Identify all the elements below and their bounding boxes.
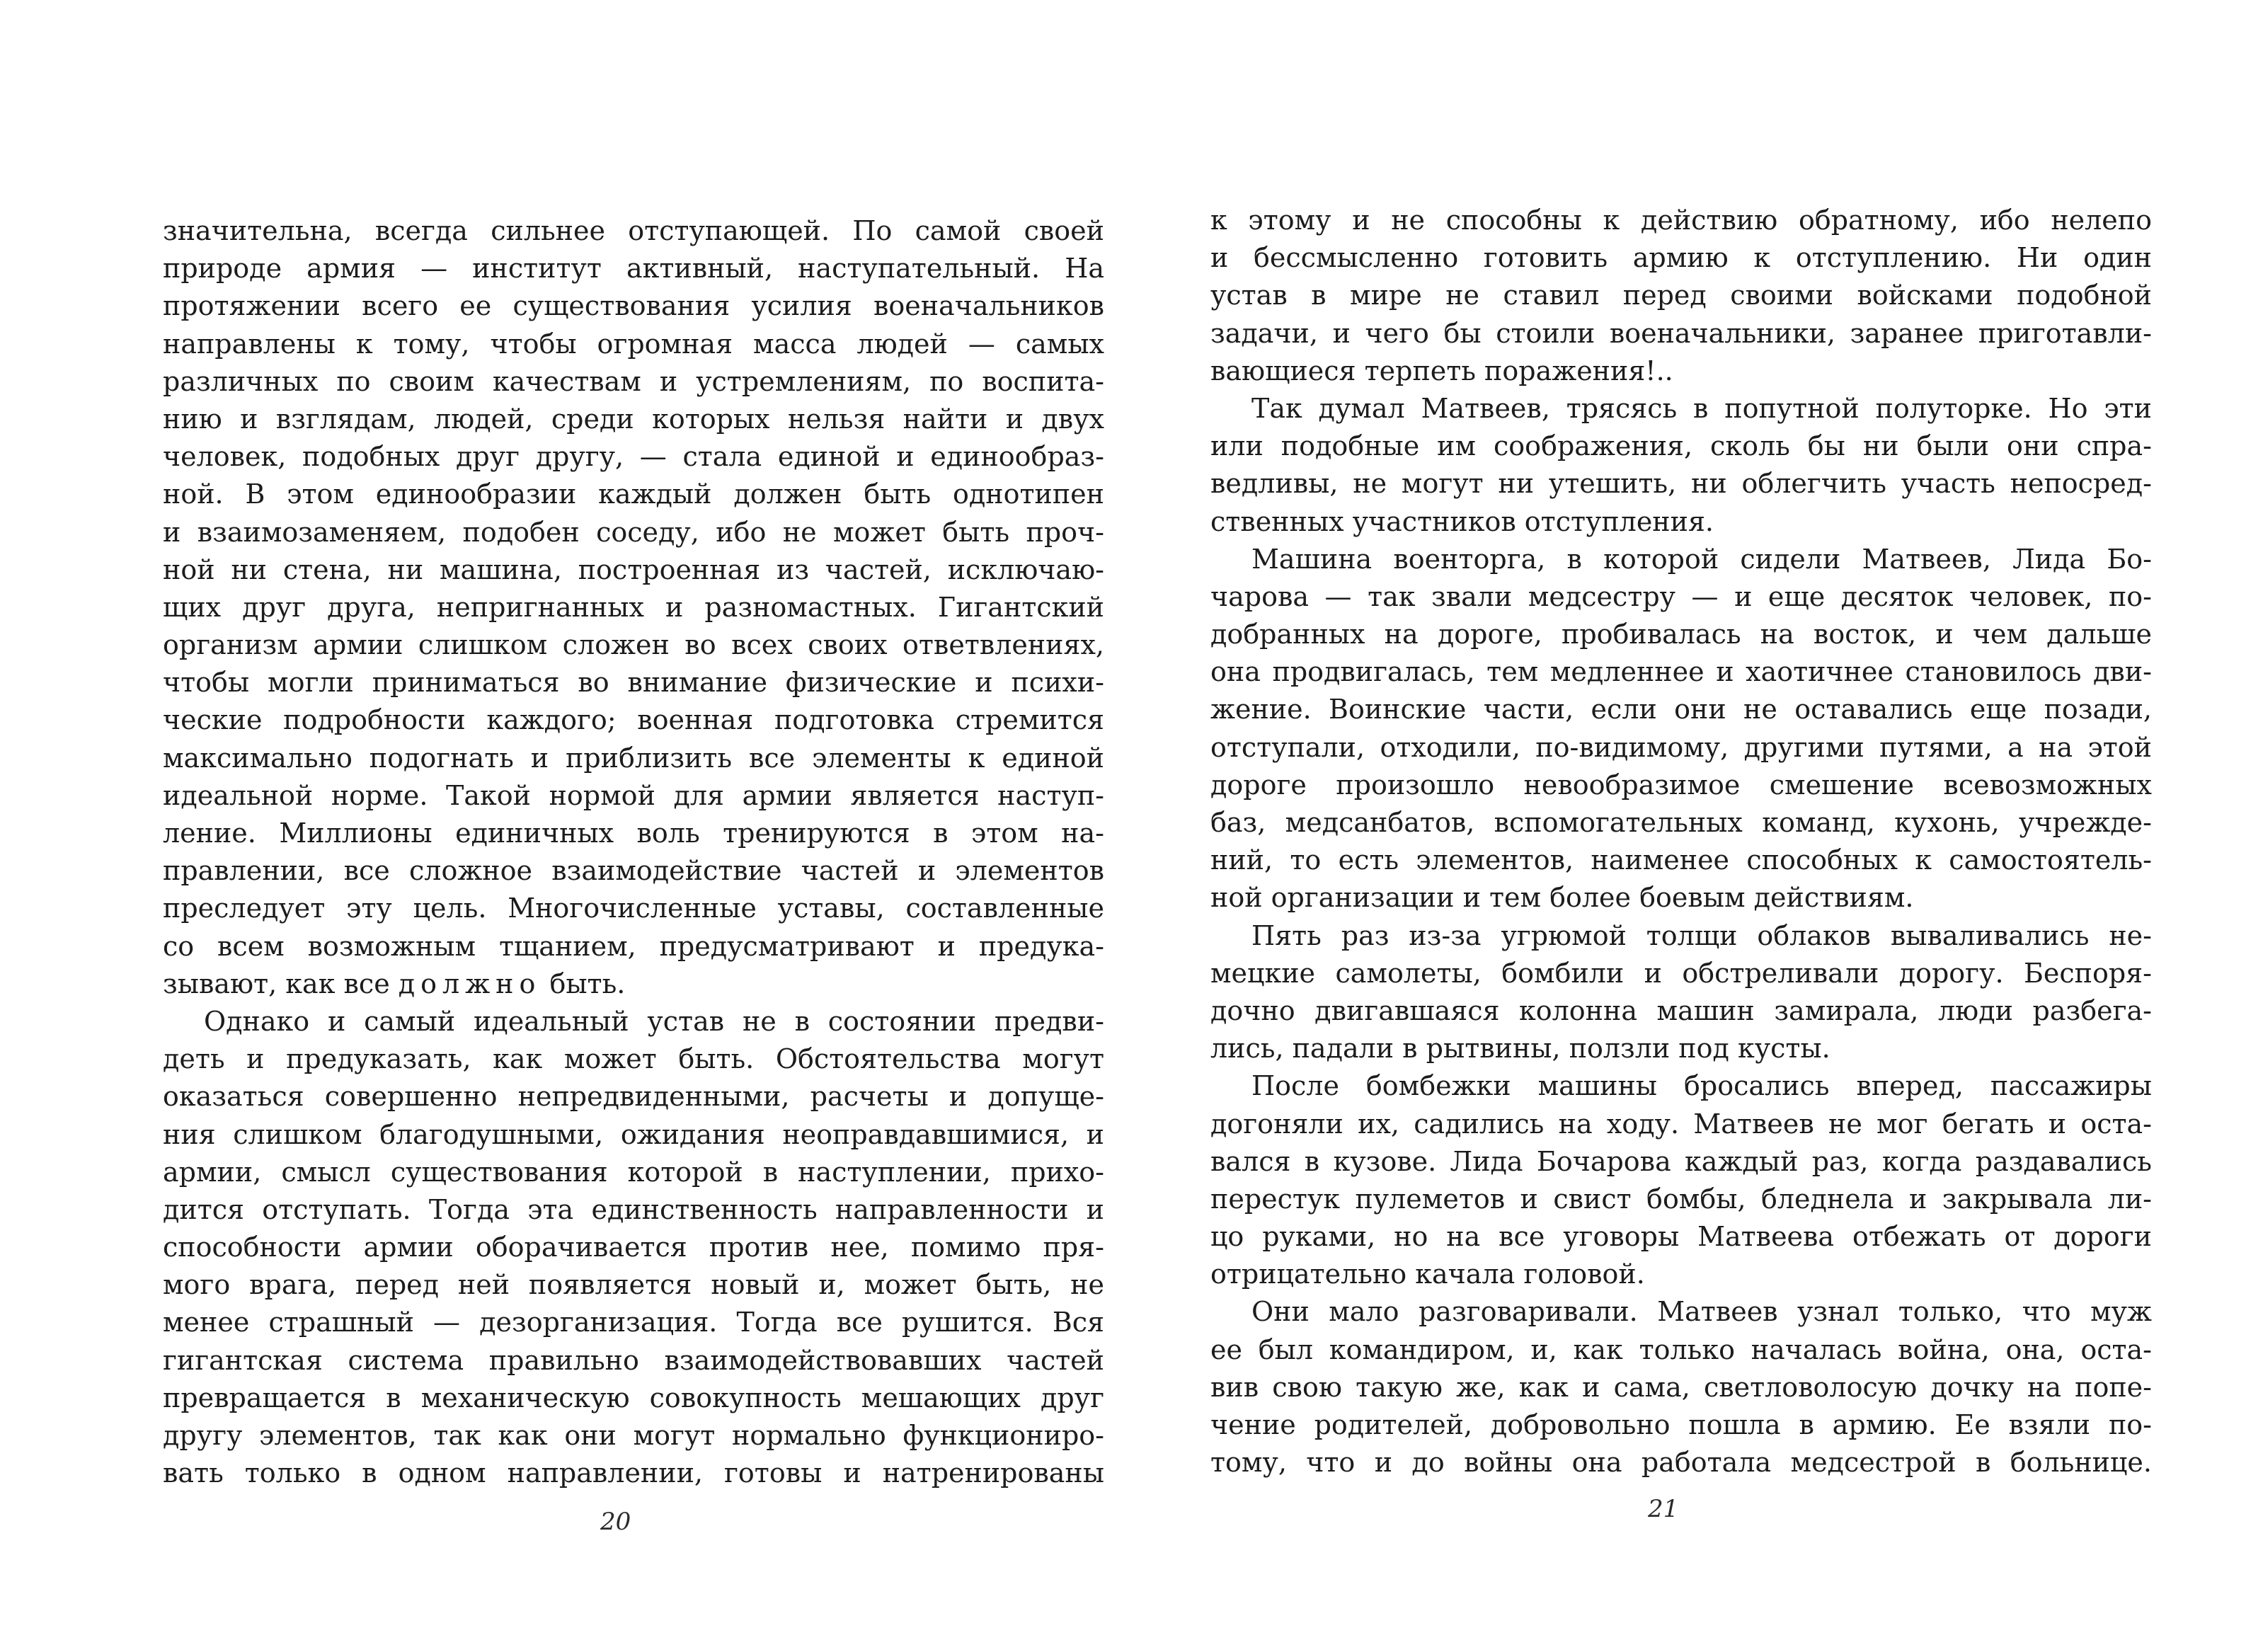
text-line: она продвигалась, тем медленнее и хаотичнее становилось дви- [1210, 656, 2152, 688]
paragraph-end-line: ной организации и тем более боевым действиям. [1210, 882, 1914, 914]
text-line: направлены к тому, чтобы огромная масса людей — самых [163, 328, 1104, 360]
left-page [163, 212, 1104, 1550]
text-line: Пять раз из-за угрюмой толщи облаков вываливались не- [1251, 919, 2152, 951]
text-line: мецкие самолеты, бомбили и обстреливали дорогу. Беспоря- [1210, 957, 2152, 989]
text-line: правлении, все сложное взаимодействие частей и элементов [163, 855, 1104, 887]
text-line: После бомбежки машины бросались вперед, пассажиры [1251, 1070, 2152, 1102]
text-line: ческие подробности каждого; военная подготовка стремится [163, 704, 1104, 736]
emphasis-word: должно [398, 968, 542, 999]
text-line: протяжении всего ее существования усилия военачальников [163, 290, 1104, 322]
text-line: и бессмысленно готовить армию к отступлению. Ни один [1210, 242, 2152, 274]
text-line: мого врага, перед ней появляется новый и, может быть, не [163, 1269, 1104, 1301]
text-line: вался в кузове. Лида Бочарова каждый раз, когда раздавались [1210, 1145, 2152, 1177]
text-line: идеальной норме. Такой нормой для армии является наступ- [163, 779, 1104, 811]
text-line: нию и взглядам, людей, среди которых нельзя найти и двух [163, 403, 1104, 435]
text-line: дороге произошло невообразимое смешение всевозможных [1210, 769, 2152, 801]
text-line: к этому и не способны к действию обратному, ибо нелепо [1210, 205, 2152, 236]
text-line: вать только в одном направлении, готовы и натренированы [163, 1457, 1104, 1489]
text-line: задачи, и чего бы стоили военачальники, заранее приготавли- [1210, 317, 2152, 349]
text-line: Они мало разговаривали. Матвеев узнал только, что муж [1251, 1296, 2152, 1328]
text-line: ний, то есть элементов, наименее способных к самостоятель- [1210, 844, 2152, 876]
text-line: и взаимозаменяем, подобен соседу, ибо не может быть проч- [163, 516, 1104, 548]
text-line: баз, медсанбатов, вспомогательных команд, кухонь, учрежде- [1210, 807, 2152, 838]
text-line: другу элементов, так как они могут нормально функциониро- [163, 1420, 1104, 1451]
paragraph-end-line: лись, падали в рытвины, ползли под кусты. [1210, 1033, 1830, 1065]
text-line: или подобные им соображения, сколь бы ни были они спра- [1210, 430, 2152, 462]
text-line: Машина военторга, в которой сидели Матвеев, Лида Бо- [1251, 543, 2152, 575]
text-line: устав в мире не ставил перед своими войсками подобной [1210, 280, 2152, 311]
text-line: оказаться совершенно непредвиденными, расчеты и допуще- [163, 1081, 1104, 1113]
text-line: ее был командиром, и, как только началась война, она, оста- [1210, 1333, 2152, 1365]
text-line: ление. Миллионы единичных воль тренируются в этом на- [163, 818, 1104, 849]
text-line: способности армии оборачивается против нее, помимо пря- [163, 1232, 1104, 1263]
text-line: со всем возможным тщанием, предусматривают и предука- [163, 930, 1104, 962]
text-line: ведливы, не могут ни утешить, ни облегчить участь непосред- [1210, 468, 2152, 500]
text-line: Однако и самый идеальный устав не в состоянии предви- [204, 1005, 1104, 1037]
text-fragment: быть. [541, 968, 626, 999]
text-line: отступали, отходили, по-видимому, другими путями, а на этой [1210, 731, 2152, 763]
text-line: человек, подобных друг другу, — стала единой и единообраз- [163, 441, 1104, 473]
paragraph-end-line: отрицательно качала головой. [1210, 1258, 1645, 1290]
text-line: различных по своим качествам и устремлениям, по воспита- [163, 365, 1104, 397]
text-line: чарова — так звали медсестру — и еще десяток человек, по- [1210, 580, 2152, 612]
text-line: природе армия — институт активный, наступательный. На [163, 253, 1104, 285]
text-line: преследует эту цель. Многочисленные уставы, составленные [163, 893, 1104, 924]
text-line: организм армии слишком сложен во всех своих ответвлениях, [163, 629, 1104, 661]
right-page [1210, 202, 2152, 1539]
page-number-left: 20 [600, 1508, 631, 1536]
text-line: ной. В этом единообразии каждый должен быть однотипен [163, 478, 1104, 510]
text-line: щих друг друга, непригнанных и разномастных. Гигантский [163, 591, 1104, 623]
paragraph-end-line [163, 965, 1104, 1003]
text-line: дочно двигавшаяся колонна машин замирала, люди разбега- [1210, 994, 2152, 1026]
text-line: перестук пулеметов и свист бомбы, бледнела и закрывала ли- [1210, 1183, 2152, 1215]
text-line: чение родителей, добровольно пошла в армию. Ее взяли по- [1210, 1409, 2152, 1440]
text-line: вив свою такую же, как и сама, светловолосую дочку на попе- [1210, 1371, 2152, 1403]
text-line: значительна, всегда сильнее отступающей. По самой своей [163, 215, 1104, 246]
text-line: Так думал Матвеев, трясясь в попутной полуторке. Но эти [1251, 392, 2152, 424]
text-line: ной ни стена, ни машина, построенная из частей, исключаю- [163, 553, 1104, 585]
text-line: гигантская система правильно взаимодействовавших частей [163, 1344, 1104, 1376]
text-line: добранных на дороге, пробивалась на восток, и чем дальше [1210, 619, 2152, 650]
text-line: армии, смысл существования которой в наступлении, прихо- [163, 1156, 1104, 1188]
text-line: жение. Воинские части, если они не оставались еще позади, [1210, 694, 2152, 725]
paragraph-end-line: ственных участников отступления. [1210, 505, 1714, 537]
text-line: чтобы могли приниматься во внимание физические и психи- [163, 667, 1104, 699]
text-fragment: зывают, как все [163, 968, 390, 999]
text-line: менее страшный — дезорганизация. Тогда все рушится. Вся [163, 1307, 1104, 1338]
text-line: максимально подогнать и приблизить все элементы к единой [163, 742, 1104, 774]
text-line: превращается в механическую совокупность мешающих друг [163, 1382, 1104, 1413]
text-line: ния слишком благодушными, ожидания неоправдавшимися, и [163, 1118, 1104, 1150]
text-line: догоняли их, садились на ходу. Матвеев не мог бегать и оста- [1210, 1108, 2152, 1140]
text-line: дится отступать. Тогда эта единственность направленности и [163, 1193, 1104, 1225]
text-line: деть и предуказать, как может быть. Обстоятельства могут [163, 1043, 1104, 1075]
page-number-right: 21 [1648, 1495, 1679, 1523]
paragraph-end-line: вающиеся терпеть поражения!.. [1210, 355, 1673, 386]
text-line: тому, что и до войны она работала медсестрой в больнице. [1210, 1447, 2152, 1479]
text-line: цо руками, но на все уговоры Матвеева отбежать от дороги [1210, 1221, 2152, 1253]
